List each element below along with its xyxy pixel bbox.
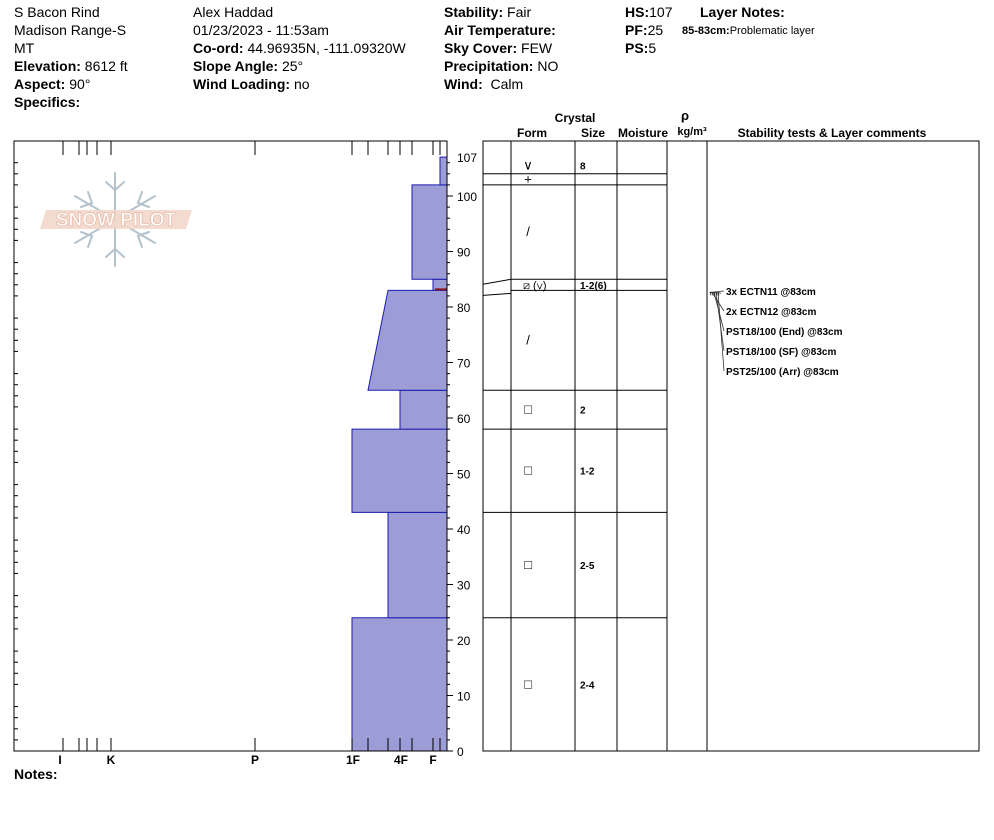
elevation-value: 8612 ft xyxy=(84,58,128,74)
y-tick-label: 90 xyxy=(457,245,471,260)
layer-size: 1-2(6) xyxy=(580,280,607,292)
rho-header: ρ xyxy=(680,108,690,123)
layer-size: 1-2 xyxy=(580,466,595,478)
stability-test-leader xyxy=(718,292,724,371)
x-tick-label: 1F xyxy=(345,753,361,767)
y-tick-label: 0 xyxy=(457,745,464,759)
form-header: Form xyxy=(517,126,547,140)
layer-form: / xyxy=(526,332,530,348)
size-header: Size xyxy=(580,126,606,140)
location-name: S Bacon Rind xyxy=(14,4,100,20)
y-tick-label: 80 xyxy=(457,301,471,315)
layer-form: □ xyxy=(524,462,532,478)
hardness-layer xyxy=(352,429,447,512)
hardness-layer xyxy=(352,618,447,751)
stability-test-label: 2x ECTN12 @83cm xyxy=(726,307,817,318)
snowpilot-logo-text: SNOW PILOT xyxy=(55,210,177,231)
stability-test-label: PST18/100 (SF) @83cm xyxy=(726,347,837,358)
y-tick-label: 107 xyxy=(457,151,478,166)
specifics-label: Specifics: xyxy=(14,94,81,110)
wind-loading-label: Wind Loading: xyxy=(193,76,291,92)
sky-label: Sky Cover: xyxy=(444,40,518,56)
pf-value: 25 xyxy=(647,22,664,38)
y-tick-label: 10 xyxy=(457,689,471,704)
observer-name: Alex Haddad xyxy=(193,4,274,20)
stability-header: Stability tests & Layer comments xyxy=(737,126,927,140)
layer-form: + xyxy=(524,171,532,187)
elevation-label: Elevation: xyxy=(14,58,81,74)
hardness-layer xyxy=(400,390,447,429)
wind-label: Wind: xyxy=(444,76,483,92)
layer-form: □ xyxy=(524,676,532,692)
y-tick-label: 60 xyxy=(457,412,471,426)
stability-value: Fair xyxy=(507,4,532,20)
ps-label: PS: xyxy=(625,40,649,56)
stability-tests xyxy=(710,287,843,378)
stability-test-arrowhead xyxy=(718,292,721,295)
pf-label: PF: xyxy=(625,22,648,38)
y-tick-label: 40 xyxy=(457,523,471,537)
layer-form: ⧄ (∨) xyxy=(523,279,547,292)
range-name: Madison Range-S xyxy=(14,22,127,38)
layer-table-frame xyxy=(483,141,979,751)
hardness-profile xyxy=(352,157,447,751)
hardness-layer xyxy=(440,157,447,185)
ps-value: 5 xyxy=(648,40,657,56)
hs-label: HS: xyxy=(625,4,650,20)
x-tick-label: K xyxy=(106,753,116,767)
y-tick-label: 20 xyxy=(457,634,471,648)
layer-note-depth: 85-83cm: xyxy=(682,25,730,37)
y-tick-label: 30 xyxy=(457,578,471,593)
y-tick-label: 50 xyxy=(457,467,471,482)
notes-label: Notes: xyxy=(14,766,58,782)
precip-label: Precipitation: xyxy=(444,58,534,74)
hardness-layer xyxy=(412,185,447,279)
x-tick-label: F xyxy=(429,753,437,767)
slope-label: Slope Angle: xyxy=(193,58,279,74)
wind-value: Calm xyxy=(490,76,524,92)
coord-value: 44.96935N, -111.09320W xyxy=(247,40,406,56)
x-tick-label: P xyxy=(250,753,260,767)
stability-test-label: PST25/100 (Arr) @83cm xyxy=(726,367,839,378)
observation-datetime: 01/23/2023 - 11:53am xyxy=(193,22,329,38)
stability-label: Stability: xyxy=(444,4,504,20)
layer-table xyxy=(483,141,707,751)
aspect-value: 90° xyxy=(69,76,91,92)
layer-size: 2-4 xyxy=(580,680,595,692)
snowpilot-logo xyxy=(40,173,192,266)
layer-form: / xyxy=(526,224,530,240)
air-temp-label: Air Temperature: xyxy=(444,22,556,38)
y-tick-label: 70 xyxy=(457,356,471,371)
hs-value: 107 xyxy=(649,4,673,20)
layer-size: 2 xyxy=(580,405,586,417)
hardness-layer xyxy=(368,290,447,390)
aspect-label: Aspect: xyxy=(14,76,66,92)
layer-form: □ xyxy=(524,557,532,573)
x-tick-label: I xyxy=(58,753,62,767)
layer-connector xyxy=(483,293,511,295)
hardness-layer xyxy=(388,512,447,617)
state-name: MT xyxy=(14,40,35,56)
sky-value: FEW xyxy=(521,40,553,56)
density-unit-header: kg/m³ xyxy=(677,126,707,138)
layer-size: 2-5 xyxy=(580,561,595,573)
layer-note-text: Problematic layer xyxy=(729,25,815,37)
layer-notes-label: Layer Notes: xyxy=(700,4,785,20)
layer-form: □ xyxy=(524,401,532,417)
stability-test-label: PST18/100 (End) @83cm xyxy=(726,327,843,338)
x-tick-label: 4F xyxy=(393,753,409,767)
coord-label: Co-ord: xyxy=(193,40,244,56)
stability-test-label: 3x ECTN11 @83cm xyxy=(726,287,816,298)
layer-form: ∨ xyxy=(523,157,533,173)
layer-connector xyxy=(483,279,511,284)
y-tick-label: 100 xyxy=(457,190,478,204)
layer-size: 8 xyxy=(580,161,586,173)
slope-value: 25° xyxy=(281,58,304,74)
moisture-header: Moisture xyxy=(617,126,669,140)
crystal-header: Crystal xyxy=(554,111,596,125)
precip-value: NO xyxy=(537,58,559,74)
wind-loading-value: no xyxy=(293,76,310,92)
